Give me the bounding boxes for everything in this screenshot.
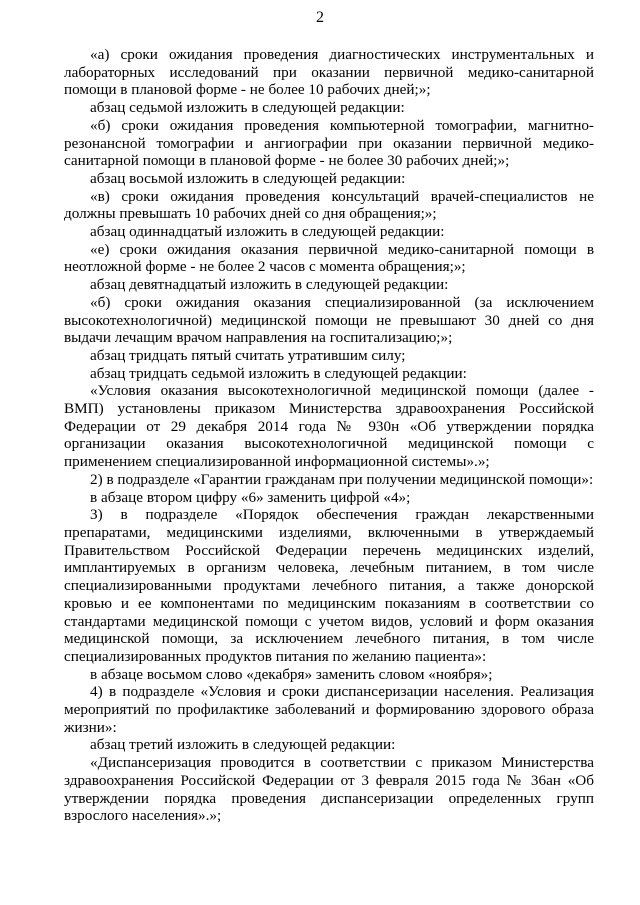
paragraph: «б) сроки ожидания проведения компьютерной томографии, магнитно-резонансной томографии и ангиографии при оказании первичной медико-санитарной помощи в плановой форме - не более 30 рабочих дней;»;: [64, 116, 594, 170]
paragraph: абзац восьмой изложить в следующей редакции:: [90, 169, 406, 187]
paragraph: «Диспансеризация проводится в соответствии с приказом Министерства здравоохранения Российской Федерации от 3 февраля 2015 года № 36ан «Об утверждении порядка проведения диспансеризации определенных групп взрослого населения».»;: [64, 754, 594, 825]
paragraph: «в) сроки ожидания проведения консультаций врачей-специалистов не должны превышать 10 рабочих дней со дня обращения;»;: [64, 187, 594, 223]
paragraph: в абзаце восьмом слово «декабря» заменить словом «ноября»;: [90, 665, 493, 683]
paragraph: 4) в подразделе «Условия и сроки диспансеризации населения. Реализация мероприятий по профилактике заболеваний и формированию здорового образа жизни»:: [64, 683, 594, 736]
paragraph: 3) в подразделе «Порядок обеспечения граждан лекарственными препаратами, медицинскими изделиями, включенными в утверждаемый Правительством Российской Федерации перечень медицинских изделий, имплантируемых в организм человека, лечебным питанием, в том числе специализированными продуктами лечебного питания, а также донорской кровью и ее компонентами по медицинским показаниям в соответствии со стандартами медицинской помощи с учетом видов, условий и форм оказания медицинской помощи, за исключением лечебного питания, в том числе специализированных продуктов питания по желанию пациента»:: [64, 506, 594, 665]
paragraph: абзац третий изложить в следующей редакции:: [90, 736, 396, 754]
paragraph: «е) сроки ожидания оказания первичной медико-санитарной помощи в неотложной форме - не более 2 часов с момента обращения;»;: [64, 240, 594, 276]
paragraph: «а) сроки ожидания проведения диагностических инструментальных и лабораторных исследований при оказании первичной медико-санитарной помощи в плановой форме - не более 10 рабочих дней;»;: [64, 46, 594, 99]
page-number: 2: [316, 9, 324, 26]
paragraph: «б) сроки ожидания оказания специализированной (за исключением высокотехнологичной) медицинской помощи не превышают 30 дней со дня выдачи лечащим врачом направления на госпитализацию;»;: [64, 293, 594, 347]
paragraph: абзац одиннадцатый изложить в следующей редакции:: [90, 223, 445, 241]
document-body: [64, 46, 594, 825]
paragraph: абзац девятнадцатый изложить в следующей редакции:: [90, 276, 449, 294]
paragraph: абзац тридцать пятый считать утратившим силу;: [90, 346, 406, 364]
paragraph: абзац тридцать седьмой изложить в следующей редакции:: [90, 364, 467, 382]
paragraph: в абзаце втором цифру «6» заменить цифрой «4»;: [90, 488, 411, 506]
paragraph: абзац седьмой изложить в следующей редакции:: [90, 99, 405, 117]
paragraph: «Условия оказания высокотехнологичной медицинской помощи (далее - ВМП) установлены приказом Министерства здравоохранения Российской Федерации от 29 декабря 2014 года № 930н «Об утверждении порядка организации оказания высокотехнологичной медицинской помощи с применением специализированной информационной системы».»;: [64, 382, 594, 471]
paragraph: 2) в подразделе «Гарантии гражданам при получении медицинской помощи»:: [90, 470, 594, 488]
